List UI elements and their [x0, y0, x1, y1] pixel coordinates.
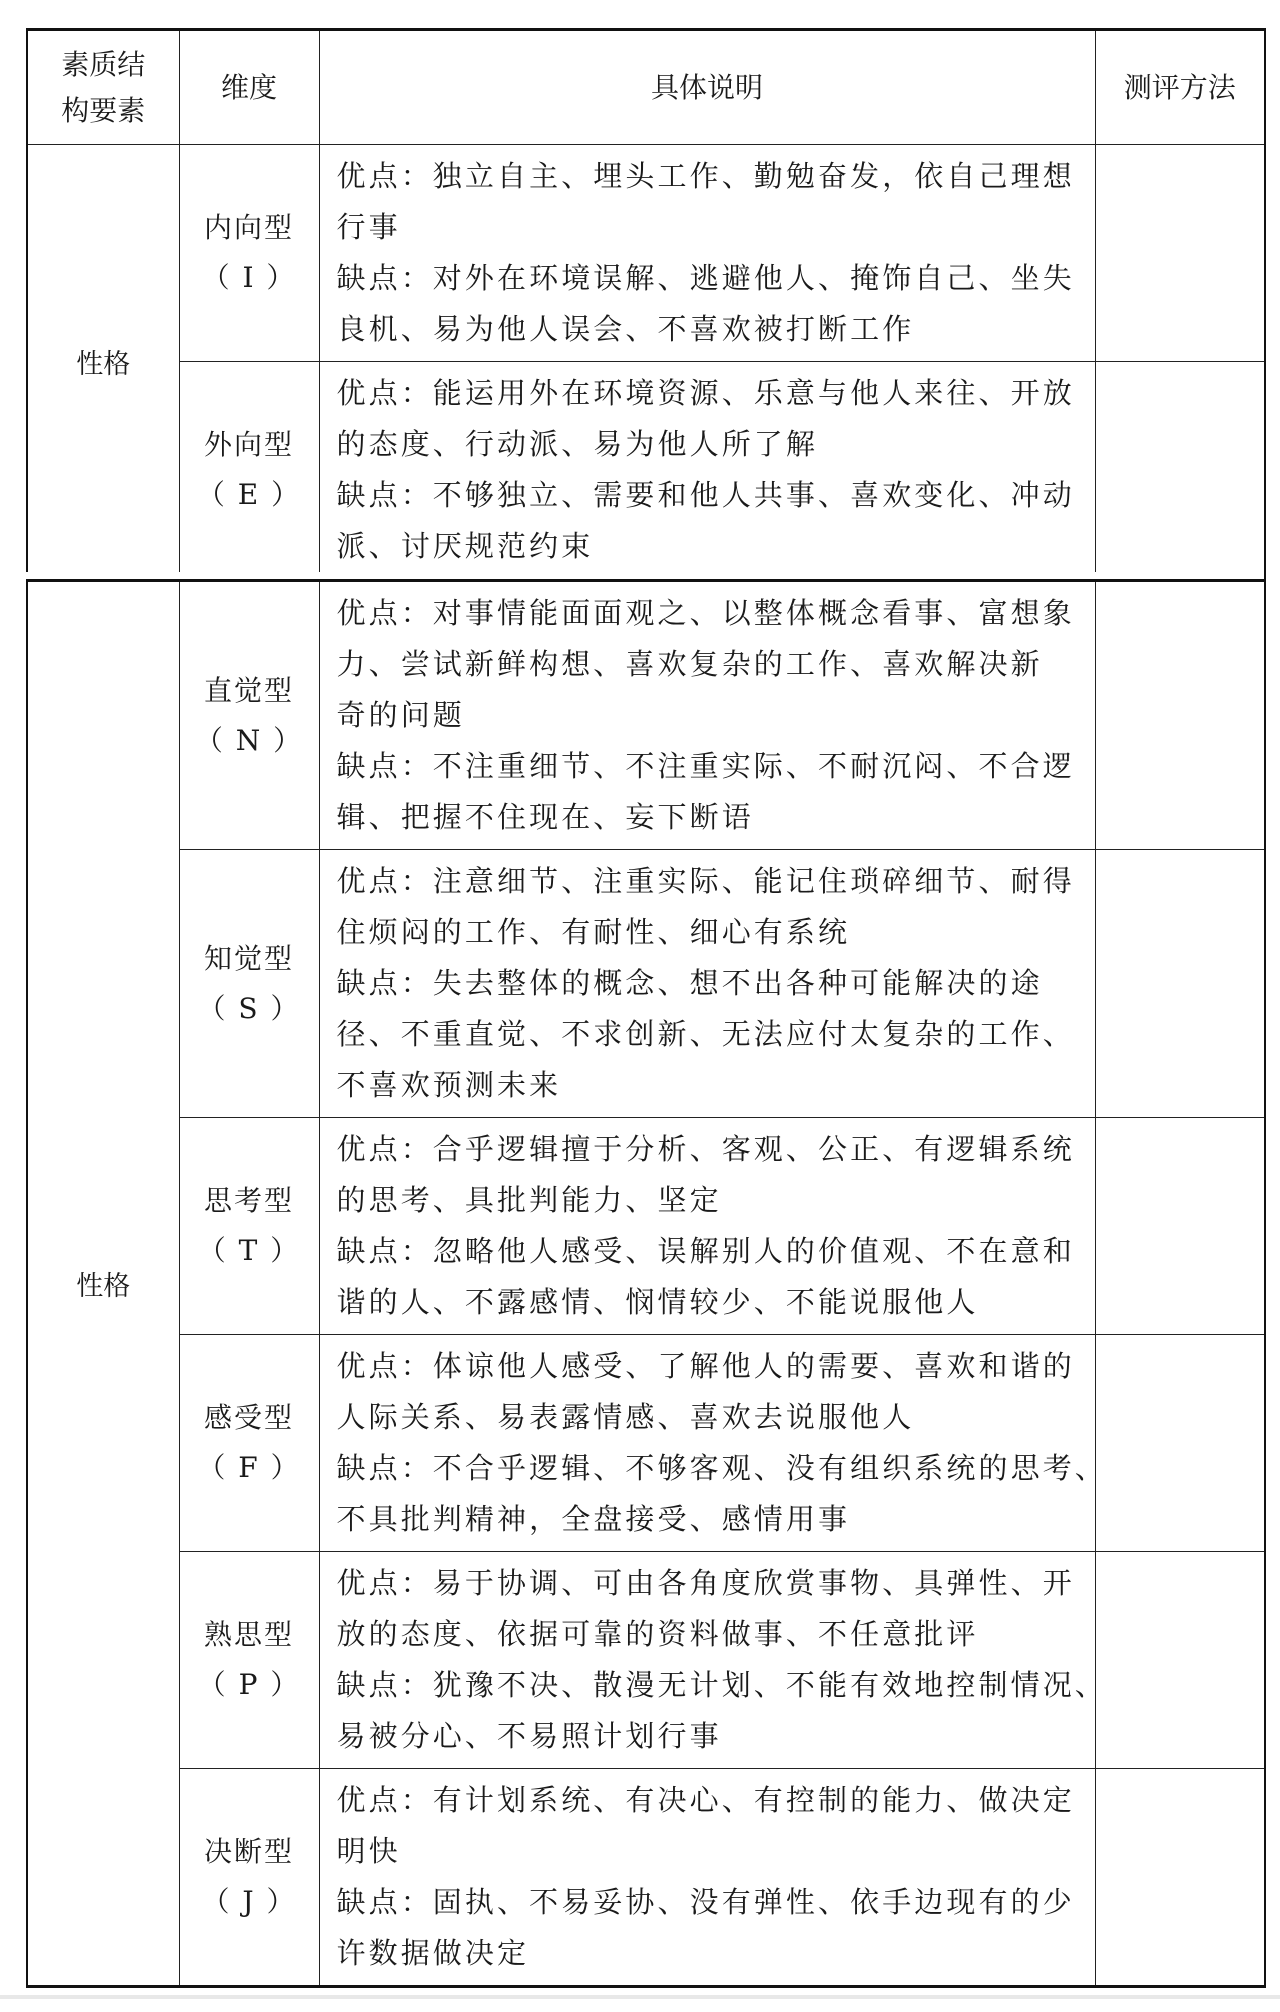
header-dimension: 维度 — [179, 30, 319, 145]
assessment-method-cell — [1095, 1335, 1265, 1552]
description-line: 的态度、行动派、易为他人所了解 — [336, 427, 819, 461]
category-cell: 性格 — [27, 145, 179, 579]
description-line: 行事 — [336, 210, 401, 244]
description-cell — [319, 362, 1095, 579]
description-line: 良机、易为他人误会、不喜欢被打断工作 — [336, 312, 915, 346]
description-line: 缺点：失去整体的概念、想不出各种可能解决的途 — [336, 966, 1043, 1000]
description-line: 力、尝试新鲜构想、喜欢复杂的工作、喜欢解决新 — [336, 647, 1043, 681]
description-line: 许数据做决定 — [336, 1936, 530, 1970]
description-line: 缺点：不够独立、需要和他人共事、喜欢变化、冲动 — [336, 478, 1075, 512]
description-line: 辑、把握不住现在、妄下断语 — [336, 800, 754, 834]
header-description: 具体说明 — [319, 30, 1095, 145]
dimension-code: （ P ） — [197, 1668, 301, 1701]
description-line: 明快 — [336, 1834, 401, 1868]
dimension-code: （ N ） — [194, 723, 304, 757]
dimension-code: （ T ） — [197, 1234, 301, 1267]
description-line: 优点：独立自主、埋头工作、勤勉奋发，依自己理想 — [336, 159, 1075, 193]
header-row — [27, 30, 1265, 145]
dimension-cell — [179, 1769, 319, 1987]
dimension-cell — [179, 145, 319, 362]
table-row — [27, 362, 1265, 579]
dimension-cell — [179, 1552, 319, 1769]
dimension-type: 外向型 — [203, 428, 294, 461]
description-line: 缺点：犹豫不决、散漫无计划、不能有效地控制情况、 — [336, 1668, 1107, 1702]
assessment-method-cell — [1095, 1118, 1265, 1335]
description-line: 不喜欢预测未来 — [336, 1068, 562, 1102]
table-row — [27, 1552, 1265, 1769]
table-row — [27, 1335, 1265, 1552]
assessment-method-cell — [1095, 1769, 1265, 1987]
description-cell — [319, 1335, 1107, 1552]
description-line: 径、不重直觉、不求创新、无法应付太复杂的工作、 — [336, 1017, 1075, 1051]
dimension-type: 知觉型 — [203, 941, 294, 975]
dimension-type: 直觉型 — [203, 673, 294, 707]
description-line: 谐的人、不露感情、悯情较少、不能说服他人 — [336, 1285, 979, 1319]
description-line: 优点：注意细节、注重实际、能记住琐碎细节、耐得 — [336, 864, 1075, 898]
dimension-type: 感受型 — [203, 1401, 294, 1434]
assessment-method-cell — [1095, 581, 1265, 850]
dimension-type: 思考型 — [203, 1184, 294, 1217]
assessment-method-cell — [1095, 850, 1265, 1118]
description-cell — [319, 850, 1095, 1118]
dimension-code: （ J ） — [201, 1885, 297, 1918]
table-row — [27, 581, 1265, 850]
description-line: 缺点：不注重细节、不注重实际、不耐沉闷、不合逻 — [336, 749, 1075, 783]
description-line: 缺点：固执、不易妥协、没有弹性、依手边现有的少 — [336, 1885, 1075, 1919]
description-line: 住烦闷的工作、有耐性、细心有系统 — [336, 915, 851, 949]
description-line: 缺点：不合乎逻辑、不够客观、没有组织系统的思考、 — [336, 1451, 1107, 1485]
dimension-code: （ E ） — [196, 478, 302, 511]
dimension-cell — [179, 362, 319, 579]
description-line: 优点：体谅他人感受、了解他人的需要、喜欢和谐的 — [336, 1349, 1075, 1383]
dimension-cell — [179, 581, 319, 850]
assessment-method-cell — [1095, 362, 1265, 579]
dimension-code: （ I ） — [201, 261, 297, 294]
dimension-code: （ F ） — [197, 1451, 301, 1484]
header-assessment-method: 测评方法 — [1095, 30, 1265, 145]
page-bottom-divider — [0, 1995, 1280, 1999]
description-cell — [319, 1552, 1107, 1769]
description-line: 优点：易于协调、可由各角度欣赏事物、具弹性、开 — [336, 1566, 1075, 1600]
description-line: 派、讨厌规范约束 — [336, 529, 594, 563]
category-cell: 性格 — [27, 581, 179, 1987]
dimension-cell — [179, 1335, 319, 1552]
dimension-type: 内向型 — [203, 211, 294, 244]
description-cell — [319, 145, 1095, 362]
personality-table-part-1 — [26, 28, 1266, 579]
header-structure-element: 素质结 构要素 — [27, 30, 179, 145]
table-gap — [26, 572, 1264, 579]
description-line: 优点：合乎逻辑擅于分析、客观、公正、有逻辑系统 — [336, 1132, 1075, 1166]
description-line: 缺点：忽略他人感受、误解别人的价值观、不在意和 — [336, 1234, 1075, 1268]
assessment-method-cell — [1095, 145, 1265, 362]
description-line: 奇的问题 — [336, 698, 465, 732]
dimension-type: 熟思型 — [203, 1618, 294, 1651]
description-line: 缺点：对外在环境误解、逃避他人、掩饰自己、坐失 — [336, 261, 1075, 295]
description-line: 优点：有计划系统、有决心、有控制的能力、做决定 — [336, 1783, 1075, 1817]
description-line: 的思考、具批判能力、坚定 — [336, 1183, 722, 1217]
dimension-cell — [179, 850, 319, 1118]
table-row — [27, 1769, 1265, 1987]
description-line: 易被分心、不易照计划行事 — [336, 1719, 722, 1753]
personality-table-part-2 — [26, 579, 1266, 1988]
description-line: 优点：对事情能面面观之、以整体概念看事、富想象 — [336, 596, 1075, 630]
assessment-method-cell — [1095, 1552, 1265, 1769]
description-cell — [319, 581, 1095, 850]
description-line: 不具批判精神，全盘接受、感情用事 — [336, 1502, 851, 1536]
description-line: 放的态度、依据可靠的资料做事、不任意批评 — [336, 1617, 979, 1651]
table-row — [27, 145, 1265, 362]
table-row — [27, 1118, 1265, 1335]
description-cell — [319, 1118, 1095, 1335]
dimension-cell — [179, 1118, 319, 1335]
description-line: 优点：能运用外在环境资源、乐意与他人来往、开放 — [336, 376, 1075, 410]
description-cell — [319, 1769, 1095, 1987]
table-row — [27, 850, 1265, 1118]
dimension-code: （ S ） — [197, 991, 301, 1025]
description-line: 人际关系、易表露情感、喜欢去说服他人 — [336, 1400, 915, 1434]
dimension-type: 决断型 — [203, 1835, 294, 1868]
